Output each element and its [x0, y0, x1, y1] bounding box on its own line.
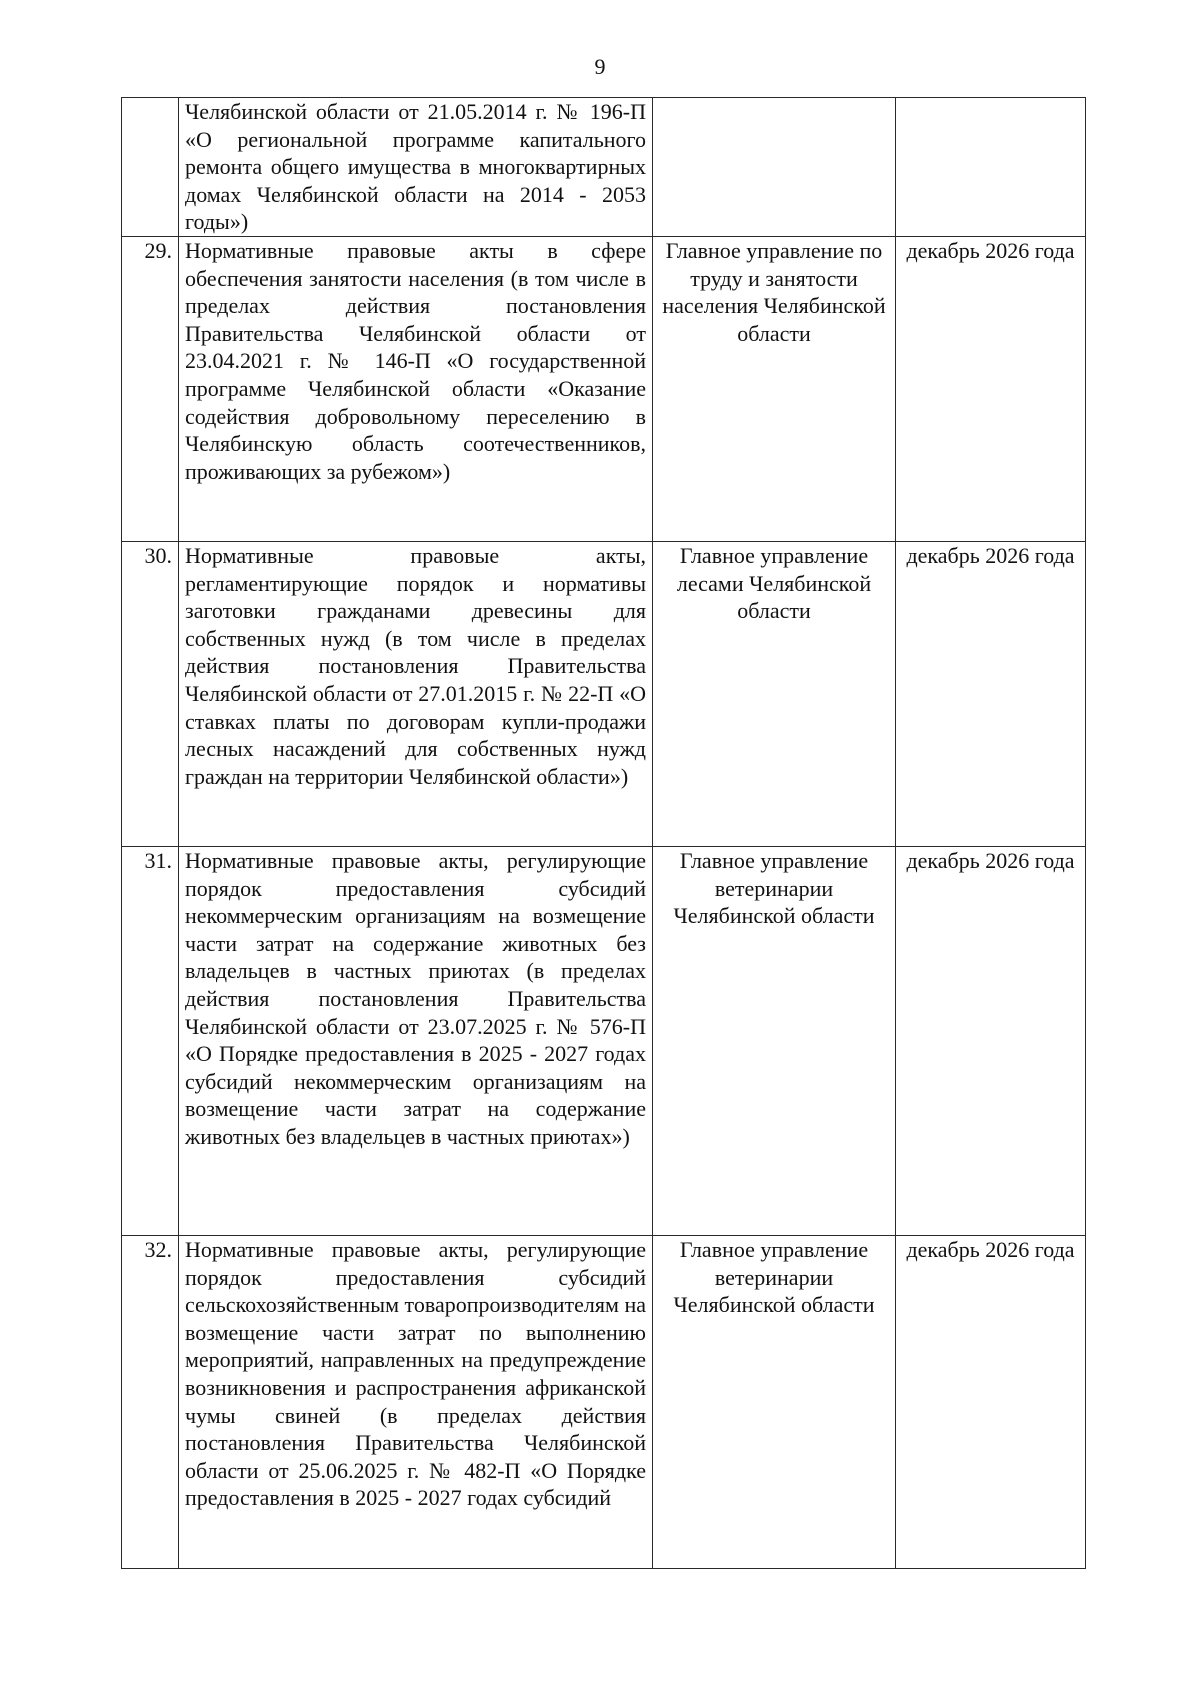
page-number: 9 — [594, 54, 606, 79]
row-number — [122, 98, 179, 237]
table-row — [122, 847, 1086, 1236]
row-responsible: Главное управление ветеринарии Челябинской области — [653, 1236, 896, 1569]
row-responsible: Главное управление лесами Челябинской области — [653, 542, 896, 847]
row-responsible: Главное управление по труду и занятости населения Челябинской области — [653, 237, 896, 542]
row-deadline: декабрь 2026 года — [896, 1236, 1086, 1569]
table-row — [122, 1236, 1086, 1569]
table-row — [122, 98, 1086, 237]
row-responsible: Главное управление ветеринарии Челябинской области — [653, 847, 896, 1236]
row-description: Нормативные правовые акты, регламентирующие порядок и нормативы заготовки гражданами древесины для собственных нужд (в том числе в пределах действия постановления Правительства Челябинской области от 27.01.2015 г. № 22-П «О ставках платы по договорам купли-продажи лесных насаждений для собственных нужд граждан на территории Челябинской области») — [179, 542, 653, 847]
row-description: Нормативные правовые акты, регулирующие порядок предоставления субсидий некоммерческим организациям на возмещение части затрат на содержание животных без владельцев в частных приютах (в пределах действия постановления Правительства Челябинской области от 23.07.2025 г. № 576-П «О Порядке предоставления в 2025 - 2027 годах субсидий некоммерческим организациям на возмещение части затрат на содержание животных без владельцев в частных приютах») — [179, 847, 653, 1236]
plan-table — [121, 97, 1086, 1569]
row-description: Челябинской области от 21.05.2014 г. № 196-П «О региональной программе капитального ремонта общего имущества в многоквартирных домах Челябинской области на 2014 - 2053 годы») — [179, 98, 653, 237]
row-deadline: декабрь 2026 года — [896, 542, 1086, 847]
row-number: 29. — [122, 237, 179, 542]
row-deadline: декабрь 2026 года — [896, 847, 1086, 1236]
row-deadline: декабрь 2026 года — [896, 237, 1086, 542]
row-number: 32. — [122, 1236, 179, 1569]
row-number: 31. — [122, 847, 179, 1236]
table-row — [122, 542, 1086, 847]
table-row — [122, 237, 1086, 542]
row-description: Нормативные правовые акты, регулирующие порядок предоставления субсидий сельскохозяйственным товаропроизводителям на возмещение части затрат по выполнению мероприятий, направленных на предупреждение возникновения и распространения африканской чумы свиней (в пределах действия постановления Правительства Челябинской области от 25.06.2025 г. № 482-П «О Порядке предоставления в 2025 - 2027 годах субсидий — [179, 1236, 653, 1569]
row-responsible — [653, 98, 896, 237]
row-number: 30. — [122, 542, 179, 847]
row-description: Нормативные правовые акты в сфере обеспечения занятости населения (в том числе в пределах действия постановления Правительства Челябинской области от 23.04.2021 г. № 146-П «О государственной программе Челябинской области «Оказание содействия добровольному переселению в Челябинскую область соотечественников, проживающих за рубежом») — [179, 237, 653, 542]
row-deadline — [896, 98, 1086, 237]
